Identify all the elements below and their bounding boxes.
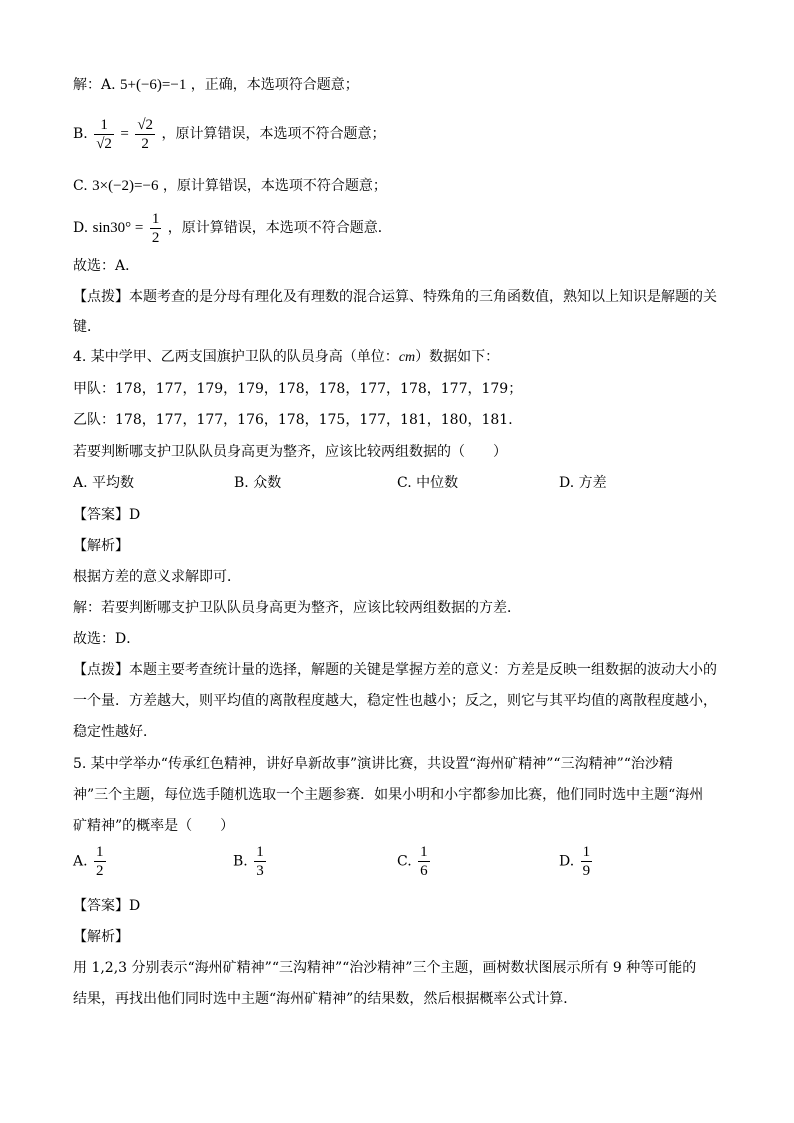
q5-option-c-num: 1 (420, 844, 428, 860)
q4-choice: 故选：D． (73, 631, 141, 647)
q5-option-d-num: 1 (582, 844, 591, 860)
q3-note-line2: 键． (73, 319, 101, 335)
q4-option-a: A. 平均数 (73, 475, 135, 491)
q5-option-a-frac (94, 843, 106, 880)
q5-analysis-line1: 用 1,2,3 分别表示“海州矿精神”“三沟精神”“治沙精神”三个主题，画树数状图展示所有 9 种等可能的 (73, 960, 697, 976)
q5-option-a-label: A. (73, 853, 88, 870)
q5-stem-line3: 矿精神”的概率是（ ） (73, 818, 235, 834)
solution-b-prefix: B. (73, 126, 88, 142)
solution-b-frac1-den: √2 (96, 135, 112, 152)
q5-option-b-frac (254, 843, 266, 880)
solution-a-line (73, 76, 359, 94)
solution-b-frac1-num: 1 (94, 116, 114, 135)
q5-option-b-num: 1 (256, 844, 264, 860)
q5-option-d (559, 843, 594, 880)
q5-analysis-label: 【解析】 (73, 929, 129, 945)
q5-option-b-den: 3 (256, 863, 264, 879)
q5-option-d-den: 9 (582, 863, 591, 879)
q5-option-c (397, 843, 432, 880)
q5-option-c-label: C. (397, 853, 412, 870)
q5-option-a-den: 2 (96, 863, 104, 879)
q4-stem (73, 348, 499, 367)
q5-option-a (73, 843, 108, 880)
q4-option-d: D. 方差 (559, 475, 607, 491)
q4-question: 若要判断哪支护卫队队员身高更为整齐，应该比较两组数据的（ ） (73, 444, 507, 460)
q4-analysis-label: 【解析】 (73, 538, 129, 554)
q3-note-line1: 【点拨】本题考查的是分母有理化及有理数的混合运算、特殊角的三角函数值，熟知以上知识是解题的关 (73, 289, 717, 305)
solution-d-frac-den: 2 (151, 229, 160, 246)
solution-a-expr: 5+(−6)=−1 (120, 77, 187, 93)
q4-stem-suffix: ）数据如下： (415, 349, 500, 365)
q5-option-b (233, 843, 268, 880)
solution-c-text: ，原计算错误，本选项不符合题意； (162, 178, 387, 194)
q5-option-d-label: D. (559, 853, 575, 870)
q5-option-c-frac (418, 843, 430, 880)
q4-answer: 【答案】D (73, 507, 141, 523)
solution-b-frac2-num: √2 (137, 116, 154, 133)
q4-stem-unit: cm (398, 350, 416, 365)
solution-b-line (73, 114, 386, 154)
q4-team-b: 乙队：178，177，177，176，178，175，177，181，180，181． (73, 412, 523, 428)
solution-c-expr: 3×(−2)=−6 (92, 178, 159, 194)
solution-a-prefix: 解：A. (73, 77, 116, 93)
q4-analysis-line2: 解：若要判断哪支护卫队队员身高更为整齐，应该比较两组数据的方差． (73, 600, 521, 616)
q5-answer: 【答案】D (73, 898, 141, 914)
q5-option-b-label: B. (233, 853, 248, 870)
q4-note-line1: 【点拨】本题主要考查统计量的选择，解题的关键是掌握方差的意义：方差是反映一组数据的波动大小的 (73, 662, 717, 678)
solution-d-line (73, 209, 392, 247)
solution-c-line (73, 177, 387, 195)
q4-note-line2: 一个量．方差越大，则平均值的离散程度越大，稳定性也越小；反之，则它与其平均值的离散程度越小， (73, 693, 717, 709)
solution-b-frac2 (135, 116, 155, 153)
solution-a-text: ，正确，本选项符合题意； (190, 77, 359, 93)
q5-option-a-num: 1 (96, 844, 104, 860)
solution-d-frac-num: 1 (151, 210, 160, 227)
q4-analysis-line1: 根据方差的意义求解即可． (73, 569, 241, 585)
solution-b-text: ，原计算错误，本选项不符合题意； (161, 126, 386, 142)
q5-option-d-frac (581, 843, 593, 880)
solution-b-frac1 (94, 116, 114, 153)
q4-team-a: 甲队：178，177，179，179，178，178，177，178，177，179； (73, 381, 523, 397)
q4-note-line3: 稳定性越好． (73, 724, 157, 740)
solution-d-expr: sin30° = (92, 220, 144, 236)
q4-option-c: C. 中位数 (397, 475, 459, 491)
q5-analysis-line2: 结果，再找出他们同时选中主题“海州矿精神”的结果数，然后根据概率公式计算． (73, 991, 578, 1007)
q4-stem-prefix: 4. 某中学甲、乙两支国旗护卫队的队员身高（单位： (73, 349, 399, 365)
q4-option-b: B. 众数 (234, 475, 282, 491)
q5-stem-line1: 5. 某中学举办“传承红色精神，讲好阜新故事”演讲比赛，共设置“海州矿精神”“三沟精神”“治沙精 (73, 756, 673, 772)
solution-d-text: ，原计算错误，本选项不符合题意． (167, 220, 392, 236)
solution-d-prefix: D. (73, 220, 89, 236)
solution-b-eq: = (120, 126, 129, 142)
q3-choice: 故选：A． (73, 258, 140, 274)
solution-d-frac (150, 210, 162, 247)
q5-stem-line2: 神”三个主题，每位选手随机选取一个主题参赛．如果小明和小宇都参加比赛，他们同时选中主题“海州 (73, 787, 704, 803)
solution-c-prefix: C. (73, 178, 88, 194)
solution-b-frac2-den: 2 (141, 135, 149, 152)
q5-option-c-den: 6 (420, 863, 428, 879)
